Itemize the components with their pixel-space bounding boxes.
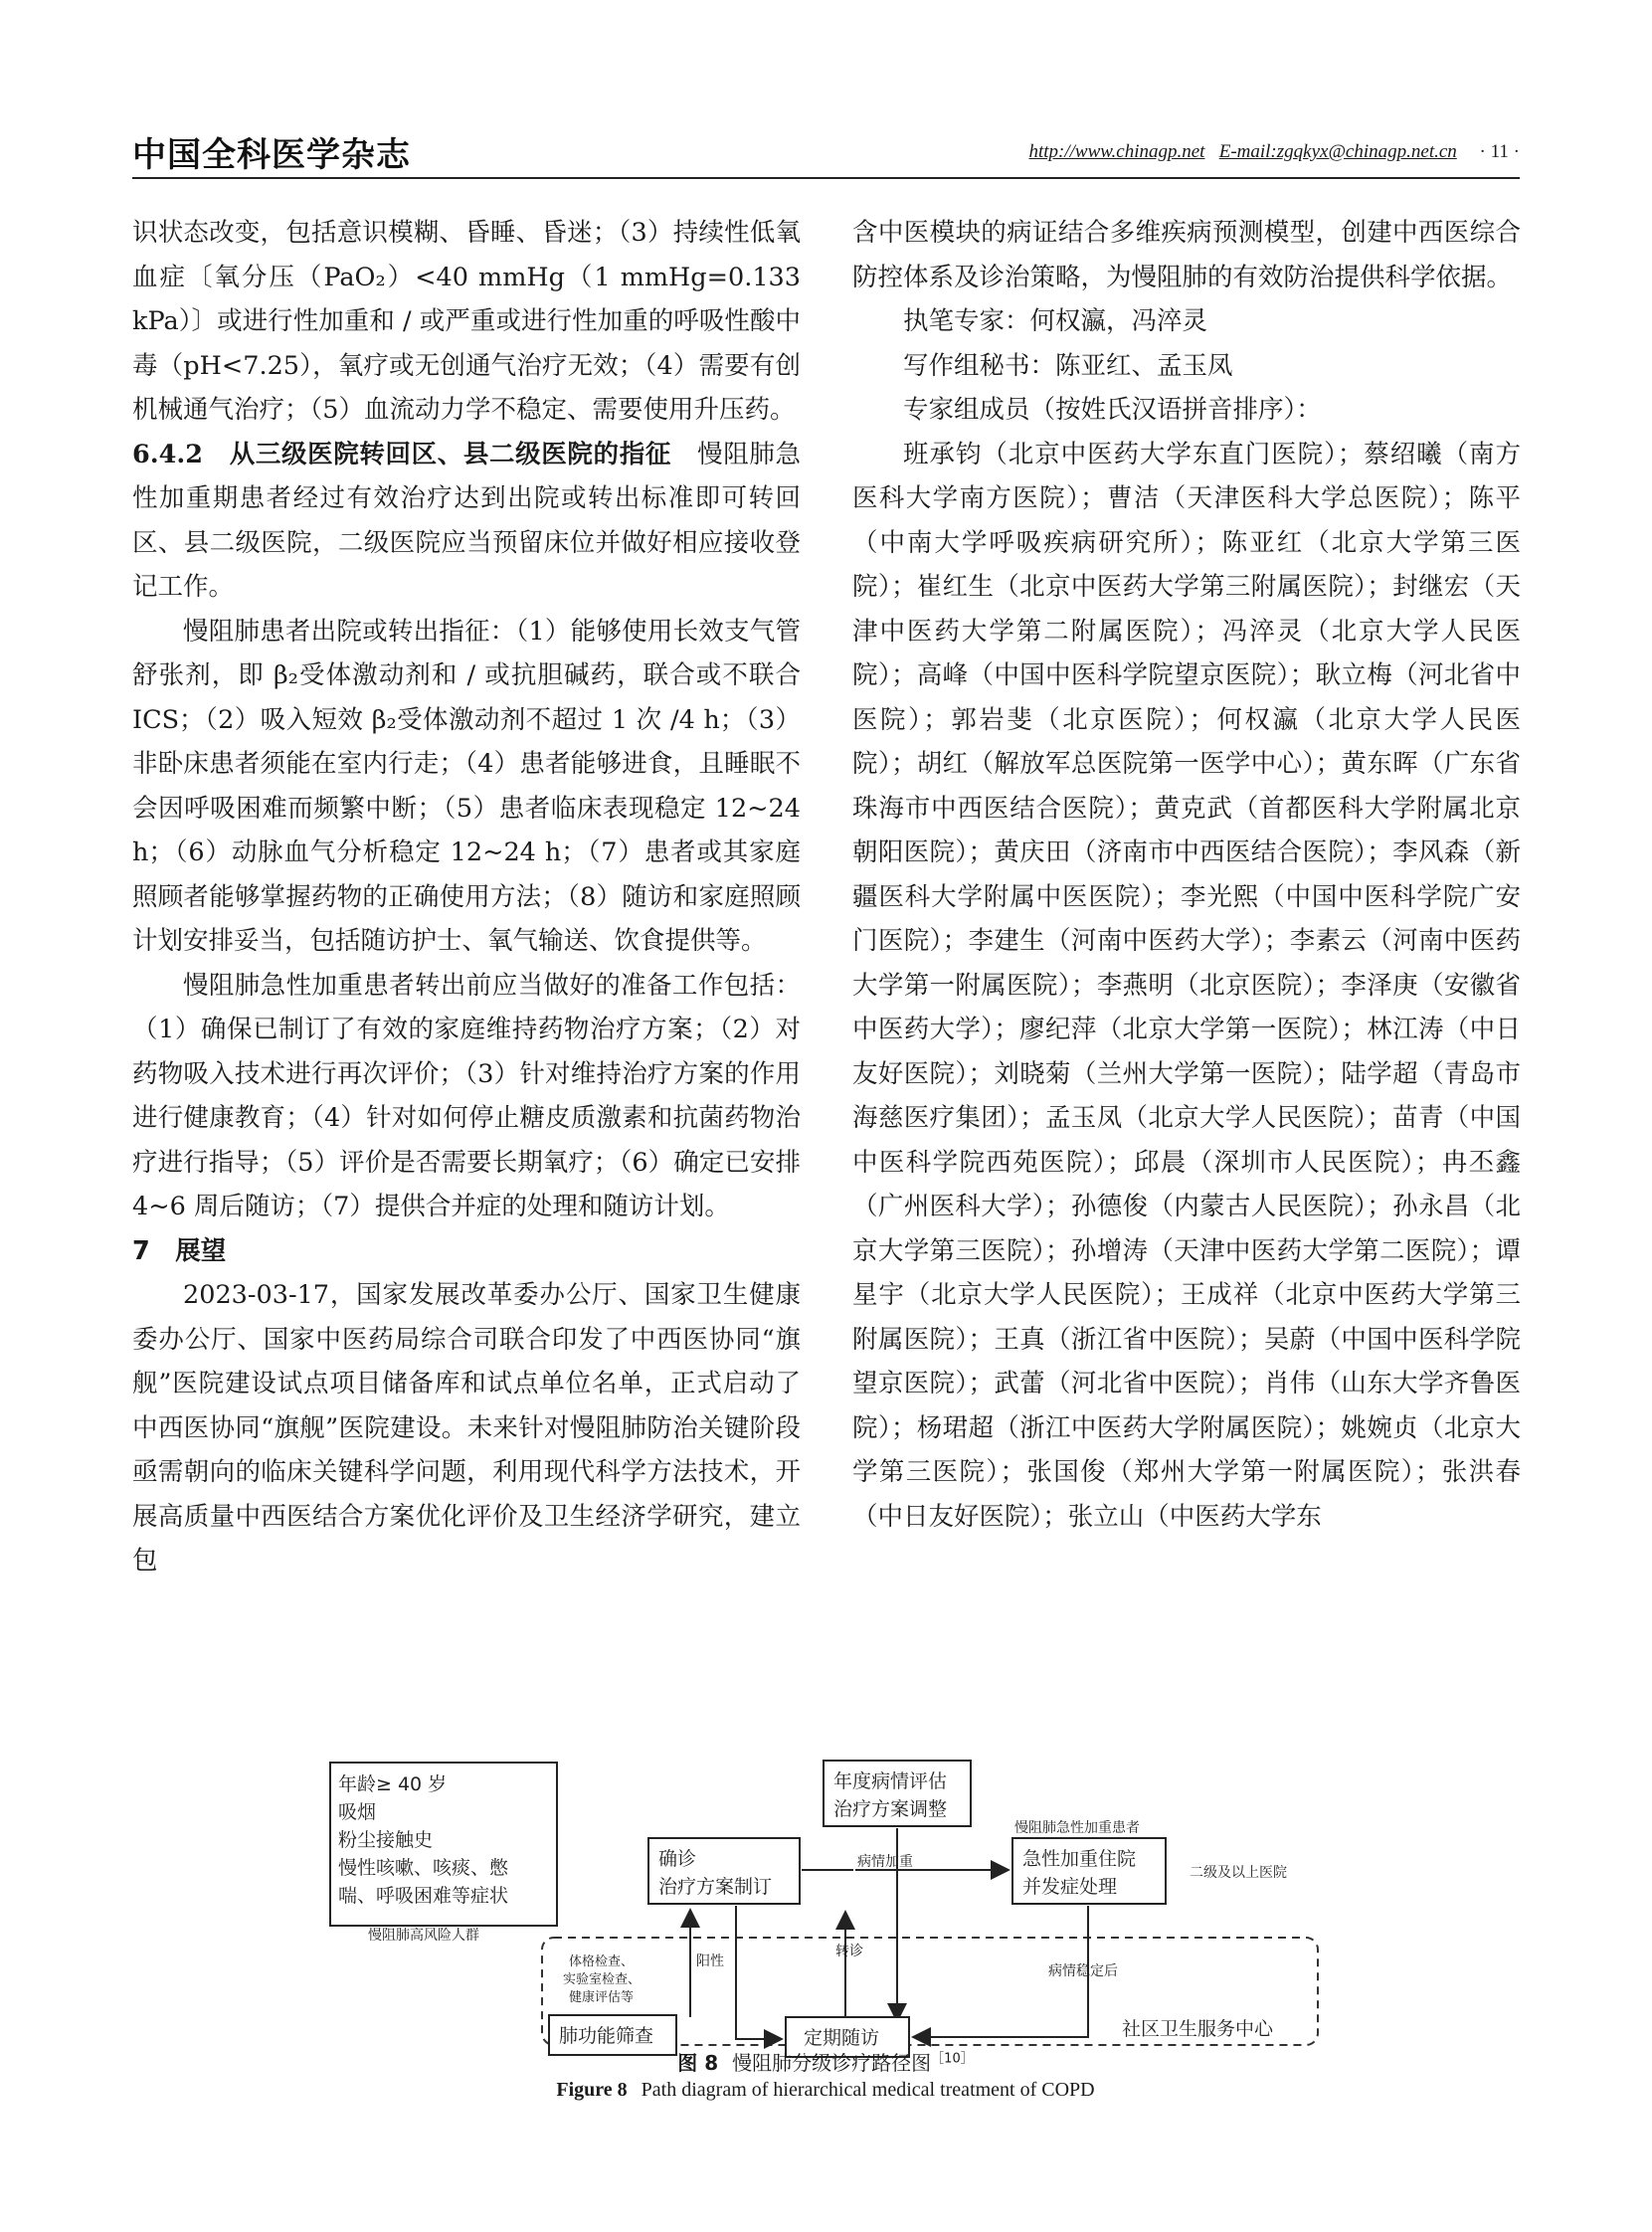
journal-url-link[interactable]: http://www.chinagp.net xyxy=(1028,141,1205,162)
risk-line: 慢性咳嗽、咳痰、憋 xyxy=(338,1857,509,1879)
exam-line: 体格检查、 xyxy=(569,1954,635,1969)
diagnosis-line: 治疗方案制订 xyxy=(658,1876,773,1898)
section-heading: 6.4.2 从三级医院转回区、县二级医院的指征 xyxy=(132,439,671,469)
transfer-label: 转诊 xyxy=(835,1944,863,1959)
annual-line: 年度病情评估 xyxy=(833,1770,948,1792)
page-number: · 11 · xyxy=(1479,141,1520,162)
figure-title-en: Path diagram of hierarchical medical treatment of COPD xyxy=(641,2079,1095,2101)
paragraph: 识状态改变，包括意识模糊、昏睡、昏迷；（3）持续性低氧血症〔氧分压（PaO₂）<40 mmHg（1 mmHg=0.133 kPa）〕或进行性加重和 / 或严重或进行性加重的呼吸性酸中毒（pH<7.25），氧疗或无创通气治疗无效；（4）需要有创机械通气治疗；（5）血流动力学不稳定、需要使用升压药。 xyxy=(132,218,801,425)
paragraph: 慢阻肺急性加重患者转出前应当做好的准备工作包括：（1）确保已制订了有效的家庭维持药物治疗方案；（2）对药物吸入技术进行再次评价；（3）针对维持治疗方案的作用进行健康教育；（4）针对如何停止糖皮质激素和抗菌药物治疗进行指导；（5）评价是否需要长期氧疗；（6）确定已安排 4~6 周后随访；（7）提供合并症的处理和随访计划。 xyxy=(132,970,801,1221)
annual-line: 治疗方案调整 xyxy=(833,1798,948,1820)
exam-line: 健康评估等 xyxy=(569,1990,635,2005)
section-heading: 7 展望 xyxy=(132,1235,227,1266)
exacerbation-patient-label: 慢阻肺急性加重患者 xyxy=(1014,1820,1140,1836)
members-list: 班承钧（北京中医药大学东直门医院）；蔡绍曦（南方医科大学南方医院）；曹洁（天津医科大学总医院）；陈平（中南大学呼吸疾病研究所）；陈亚红（北京大学第三医院）；崔红生（北京中医药大学第三附属医院）；封继宏（天津中医药大学第二附属医院）；冯淬灵（北京大学人民医院）；高峰（中国中医科学院望京医院）；耿立梅（河北省中医院）；郭岩斐（北京医院）；何权瀛（北京大学人民医院）；胡红（解放军总医院第一医学中心）；黄东晖（广东省珠海市中西医结合医院）；黄克武（首都医科大学附属北京朝阳医院）；黄庆田（济南市中西医结合医院）；李风森（新疆医科大学附属中医医院）；李光熙（中国中医科学院广安门医院）；李建生（河南中医药大学）；李素云（河南中医药大学第一附属医院）；李燕明（北京医院）；李泽庚（安徽省中医药大学）；廖纪萍（北京大学第一医院）；林江涛（中日友好医院）；刘晓菊（兰州大学第一医院）；陆学超（青岛市海慈医疗集团）；孟玉凤（北京大学人民医院）；苗青（中国中医科学院西苑医院）；邱晨（深圳市人民医院）；冉丕鑫（广州医科大学）；孙德俊（内蒙古人民医院）；孙永昌（北京大学第三医院）；孙增涛（天津中医药大学第二医院）；谭星宇（北京大学人民医院）；王成祥（北京中医药大学第三附属医院）；王真（浙江省中医院）；吴蔚（中国中医科学院望京医院）；武蕾（河北省中医院）；肖伟（山东大学齐鲁医院）；杨珺超（浙江中医药大学附属医院）；姚婉贞（北京大学第三医院）；张国俊（郑州大学第一附属医院）；张洪春（中日友好医院）；张立山（中医药大学东 xyxy=(852,439,1521,1532)
screening-label: 肺功能筛查 xyxy=(559,2025,654,2047)
figure-caption-en xyxy=(328,2079,1323,2102)
paragraph: 含中医模块的病证结合多维疾病预测模型，创建中西医综合防控体系及诊治策略，为慢阻肺的有效防治提供科学依据。 xyxy=(852,218,1521,292)
paragraph: 2023-03-17，国家发展改革委办公厅、国家卫生健康委办公厅、国家中医药局综合司联合印发了中西医协同“旗舰”医院建设试点项目储备库和试点单位名单，正式启动了中西医协同“旗舰”医院建设。未来针对慢阻肺防治关键阶段亟需朝向的临床关键科学问题，利用现代科学方法技术，开展高质量中西医结合方案优化评价及卫生经济学研究，建立包 xyxy=(132,1280,801,1576)
authors-line: 执笔专家：何权瀛，冯淬灵 xyxy=(903,306,1208,336)
members-title: 专家组成员（按姓氏汉语拼音排序）： xyxy=(903,395,1322,425)
worsen-label: 病情加重 xyxy=(857,1854,913,1870)
exam-line: 实验室检查、 xyxy=(563,1972,642,1987)
exacerbation-line: 急性加重住院 xyxy=(1022,1848,1137,1870)
figure-label-en: Figure 8 xyxy=(556,2079,628,2101)
risk-line: 粉尘接触史 xyxy=(338,1829,434,1851)
community-label: 社区卫生服务中心 xyxy=(1122,2018,1274,2040)
risk-line: 吸烟 xyxy=(338,1801,377,1823)
secondary-hospital-label: 二级及以上医院 xyxy=(1190,1865,1287,1881)
diagnosis-line: 确诊 xyxy=(658,1848,697,1870)
diag-to-followup-arrow xyxy=(736,1906,782,2039)
journal-email-link[interactable]: E-mail:zgqkyx@chinagp.net.cn xyxy=(1218,141,1457,162)
risk-line: 喘、呼吸困难等症状 xyxy=(338,1885,509,1907)
followup-label: 定期随访 xyxy=(804,2027,880,2049)
risk-line: 年龄≥ 40 岁 xyxy=(338,1773,448,1795)
exacerbation-line: 并发症处理 xyxy=(1022,1876,1118,1898)
journal-title: 中国全科医学杂志 xyxy=(132,135,411,175)
figure-title-cn: 慢阻肺分级诊疗路径图 xyxy=(732,2051,932,2075)
paragraph: 慢阻肺急性加重期患者经过有效治疗达到出院或转出标准即可转回区、县二级医院，二级医院应当预留床位并做好相应接收登记工作。 xyxy=(132,439,801,602)
risk-group-label: 慢阻肺高风险人群 xyxy=(368,1928,479,1944)
positive-label: 阳性 xyxy=(696,1953,724,1969)
stable-label: 病情稳定后 xyxy=(1048,1963,1118,1979)
figure-label-cn: 图 8 xyxy=(677,2051,719,2075)
figure-caption-cn xyxy=(328,2047,1323,2076)
figure-reference: ［10］ xyxy=(931,2051,974,2067)
secretaries-line: 写作组秘书：陈亚红、孟玉凤 xyxy=(903,350,1233,381)
paragraph: 慢阻肺患者出院或转出指征：（1）能够使用长效支气管舒张剂，即 β₂受体激动剂和 / 或抗胆碱药，联合或不联合 ICS；（2）吸入短效 β₂受体激动剂不超过 1 次 /4 h；（3）非卧床患者须能在室内行走；（4）患者能够进食，且睡眠不会因呼吸困难而频繁中断；（5）患者临床表现稳定 12~24 h；（6）动脉血气分析稳定 12~24 h；（7）患者或其家庭照顾者能够掌握药物的正确使用方法；（8）随访和家庭照顾计划安排妥当，包括随访护士、氧气输送、饮食提供等。 xyxy=(132,616,801,956)
